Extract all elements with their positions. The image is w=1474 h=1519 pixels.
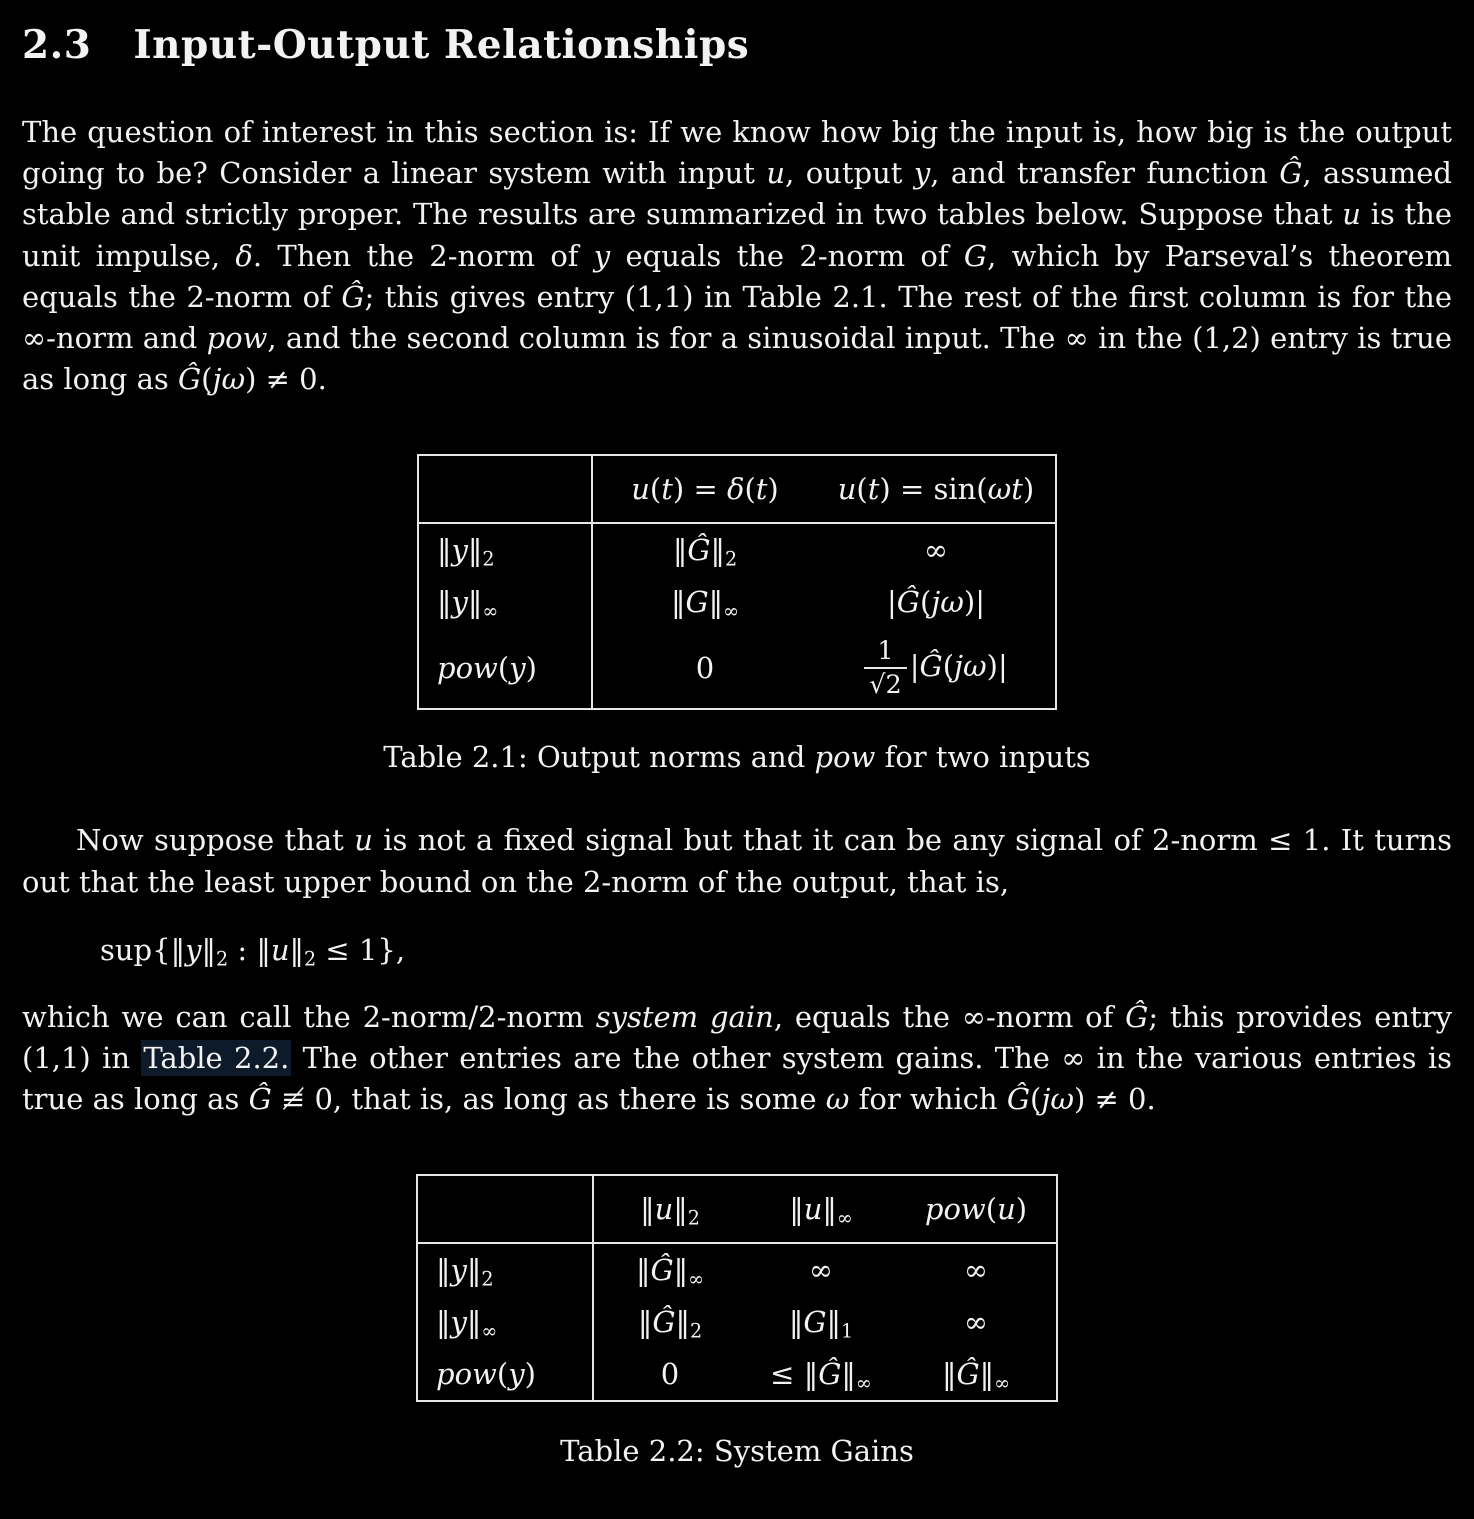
table-cell: ∞ [963, 1253, 989, 1288]
table-cell: $‖Ĝ‖_\infty$ [941, 1357, 1011, 1395]
table-cell: $‖G‖_\infty$ [670, 585, 740, 623]
section-title: Input-Output Relationships [133, 22, 750, 68]
table-2-2-link[interactable]: Table 2.2. [143, 1040, 290, 1075]
table-cell: $‖Ĝ‖_2$ [672, 533, 738, 571]
row-label-y-infnorm: $‖y‖_\infty$ [417, 1296, 593, 1348]
table-header-row [418, 455, 1056, 523]
table-cell: ∞ [808, 1253, 834, 1288]
sup-equation: $sup\{‖y‖_2$ : $‖u‖_2 \le 1$}, [100, 932, 406, 971]
table-cell: ∞ [963, 1305, 989, 1340]
table-cell: $‖Ĝ‖_2$ [637, 1305, 703, 1343]
table-header-row [417, 1175, 1057, 1243]
table-row [417, 1296, 1057, 1348]
section-number: 2.3 [22, 22, 92, 68]
row-label-pow-y: pow(y) [418, 628, 592, 709]
column-header-u-infnorm: $‖u‖_\infty$ [746, 1175, 896, 1243]
table-row [417, 1243, 1057, 1296]
row-label-y-infnorm: $‖y‖_\infty$ [418, 576, 592, 628]
table-cell: |Ĝ(jω)| [886, 585, 985, 620]
table-corner-cell [418, 455, 592, 523]
table-cell: 0 [660, 1357, 680, 1392]
column-header-sinusoid-input: u(t) = sin(ωt) [817, 455, 1056, 523]
system-gains-table [416, 1174, 1058, 1402]
row-label-pow-y: pow(y) [417, 1348, 593, 1401]
paragraph-sup-bound: Now suppose that u is not a fixed signal but that it can be any signal of 2-norm ≤ 1. It turns out that the least upper bound on the 2-norm of the output, that is, [22, 823, 1452, 899]
table-row [418, 628, 1056, 709]
table-cell: $‖Ĝ‖_\infty$ [635, 1253, 705, 1291]
table-cell: 0 [695, 651, 715, 686]
column-header-impulse-input: u(t) = δ(t) [592, 455, 817, 523]
table-row [417, 1348, 1057, 1401]
paragraph-intro: The question of interest in this section is: If we know how big the input is, how big is the output going to be? Consider a linear system with input u, output y, and transfer function Ĝ, assumed stable and strictly proper. The results are summarized in two tables below. Suppose that u is the unit impulse, δ. Then the 2-norm of y equals the 2-norm of G, which by Parseval’s theorem equals the 2-norm of Ĝ; this gives entry (1,1) in Table 2.1. The rest of the first column is for the ∞-norm and pow, and the second column is for a sinusoidal input. The ∞ in the (1,2) entry is true as long as Ĝ(jω) ≠ 0. [22, 115, 1452, 397]
table-row [418, 576, 1056, 628]
column-header-u-2norm: $‖u‖_2$ [593, 1175, 746, 1243]
table-2-1-caption: Table 2.1: Output norms and pow for two inputs [383, 740, 1091, 775]
paragraph-system-gains: which we can call the 2-norm/2-norm system gain, equals the ∞-norm of Ĝ; this provides entry (1,1) in Table 2.2. The other entries are the other system gains. The ∞ in the various entries is true as long as Ĝ ≢ 0, that is, as long as there is some ω for which Ĝ(jω) ≠ 0. [22, 999, 1452, 1117]
table-2-2-caption: Table 2.2: System Gains [560, 1434, 914, 1469]
fraction: $\frac{1}{√2}$ [864, 637, 907, 699]
column-header-pow-u: pow(u) [896, 1175, 1057, 1243]
table-row [418, 523, 1056, 576]
table-cell: ≤ $‖Ĝ‖_\infty$ [770, 1357, 872, 1395]
table-cell: ∞ [923, 533, 949, 568]
section-heading [22, 22, 1452, 68]
row-label-y-2norm: $‖y‖_2$ [418, 523, 592, 576]
row-label-y-2norm: $‖y‖_2$ [417, 1243, 593, 1296]
table-cell: $\frac{1}{√2}$ |Ĝ(jω)| [817, 628, 1056, 709]
table-corner-cell [417, 1175, 593, 1243]
output-norms-table [417, 454, 1057, 710]
table-cell: $‖G‖_1$ [788, 1305, 854, 1343]
